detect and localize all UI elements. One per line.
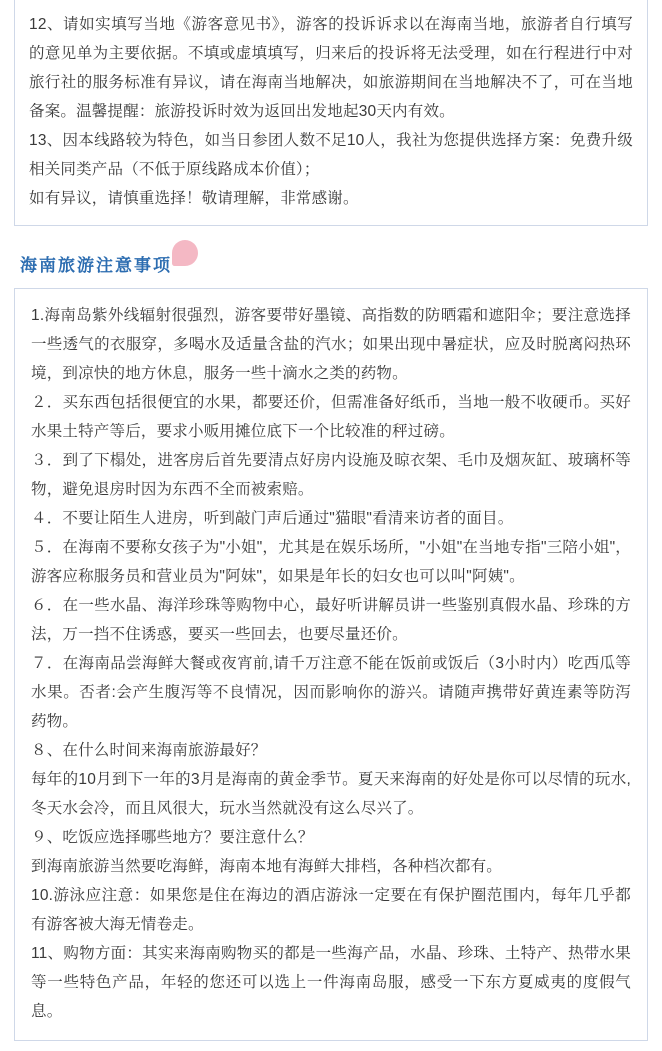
tip-item: ８、在什么时间来海南旅游最好？ [31, 742, 267, 759]
tip-item: ６．在一些水晶、海洋珍珠等购物中心，最好听讲解员讲一些鉴别真假水晶、珍珠的方法，万一挡不住诱惑，要买一些回去，也要尽量还价。 [31, 597, 631, 643]
section-title: 海南旅游注意事项 [20, 255, 172, 275]
tip-item: ９、吃饭应选择哪些地方？要注意什么？ [31, 829, 314, 846]
tips-box [14, 288, 648, 1041]
tip-item: 每年的10月到下一年的3月是海南的黄金季节。夏天来海南的好处是你可以尽情的玩水,冬天水会冷，而且风很大，玩水当然就没有这么尽兴了。 [31, 771, 631, 817]
terms-box [14, 0, 648, 226]
tip-item: 10.游泳应注意：如果您是住在海边的酒店游泳一定要在有保护圈范围内，每年几乎都有游客被大海无情卷走。 [31, 887, 631, 933]
tip-item: ７．在海南品尝海鲜大餐或夜宵前,请千万注意不能在饭前或饭后（3小时内）吃西瓜等水果。否者:会产生腹泻等不良情况，因而影响你的游兴。请随声携带好黄连素等防泻药物。 [31, 655, 631, 730]
tip-item: ２．买东西包括很便宜的水果，都要还价，但需准备好纸币，当地一般不收硬币。买好水果土特产等后，要求小贩用摊位底下一个比较准的秤过磅。 [31, 394, 631, 440]
decorative-blob-icon [172, 240, 198, 266]
tip-item: 11、购物方面：其实来海南购物买的都是一些海产品，水晶、珍珠、土特产、热带水果等一些特色产品，年轻的您还可以选上一件海南岛服，感受一下东方夏威夷的度假气息。 [31, 945, 631, 1020]
tip-item: ３．到了下榻处，进客房后首先要清点好房内设施及晾衣架、毛巾及烟灰缸、玻璃杯等物，避免退房时因为东西不全而被索赔。 [31, 452, 631, 498]
terms-paragraph: 如有异议，请慎重选择！敬请理解，非常感谢。 [29, 190, 359, 207]
terms-paragraph: 12、请如实填写当地《游客意见书》，游客的投诉诉求以在海南当地，旅游者自行填写的意见单为主要依据。不填或虚填填写，归来后的投诉将无法受理，如在行程进行中对旅行社的服务标准有异议，请在海南当地解决，如旅游期间在当地解决不了，可在当地备案。温馨提醒：旅游投诉时效为返回出发地起30天内有效。 [29, 16, 633, 120]
tip-item: 到海南旅游当然要吃海鲜，海南本地有海鲜大排档，各种档次都有。 [31, 858, 503, 875]
terms-paragraph: 13、因本线路较为特色，如当日参团人数不足10人，我社为您提供选择方案：免费升级相关同类产品（不低于原线路成本价值）； [29, 132, 633, 178]
section-heading [20, 248, 648, 278]
tip-item: 1.海南岛紫外线辐射很强烈，游客要带好墨镜、高指数的防晒霜和遮阳伞；要注意选择一些透气的衣服穿，多喝水及适量含盐的汽水；如果出现中暑症状，应及时脱离闷热环境，到凉快的地方休息，服务一些十滴水之类的药物。 [31, 307, 631, 382]
tip-item: ５．在海南不要称女孩子为"小姐"，尤其是在娱乐场所，"小姐"在当地专指"三陪小姐"，游客应称服务员和营业员为"阿妹"，如果是年长的妇女也可以叫"阿姨"。 [31, 539, 631, 585]
tip-item: ４．不要让陌生人进房，听到敲门声后通过"猫眼"看清来访者的面目。 [31, 510, 514, 527]
